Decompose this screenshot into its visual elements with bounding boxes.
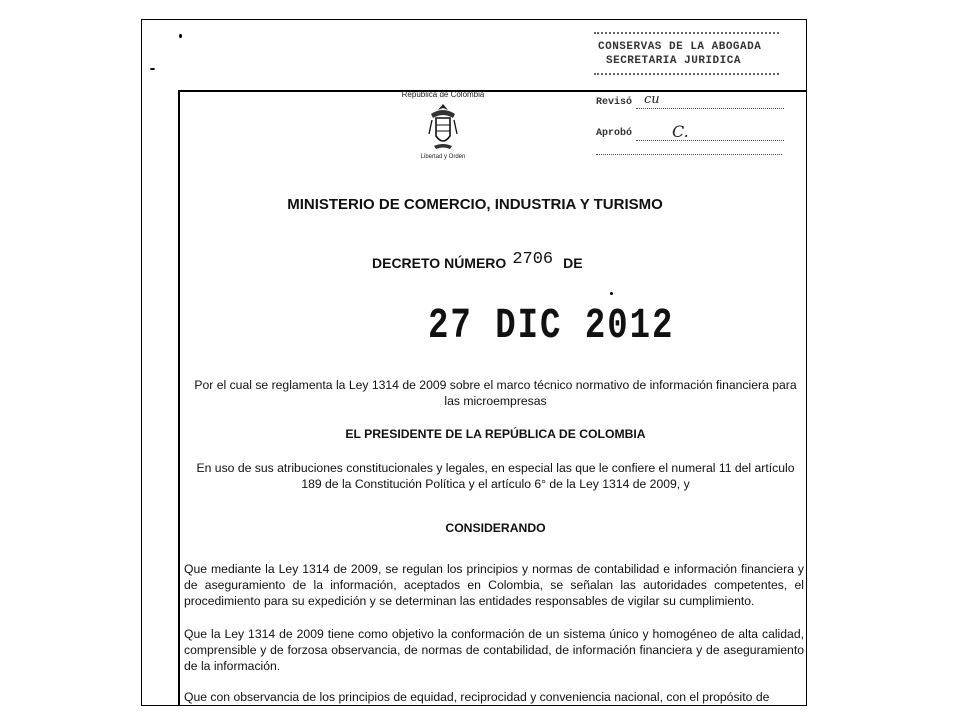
approval-line (636, 140, 784, 141)
coat-of-arms-icon (428, 102, 458, 162)
president-heading: EL PRESIDENTE DE LA REPÚBLICA DE COLOMBIA (345, 427, 646, 441)
decree-subject: Por el cual se reglamenta la Ley 1314 de 2009 sobre el marco técnico normativo de información financiera para las microempresas (194, 378, 797, 408)
approval-initials: C. (672, 122, 689, 141)
considering-paragraph: Que la Ley 1314 de 2009 tiene como objetivo la conformación de un sistema único y homogéneo de alta calidad, comprensible y de forzosa observancia, de normas de contabilidad, de información financiera y de aseguramiento de la información. (184, 627, 804, 673)
ministry-title: MINISTERIO DE COMERCIO, INDUSTRIA Y TURISMO (287, 196, 663, 213)
approval-label: Aprobó (596, 128, 633, 139)
ink-speck (150, 68, 155, 70)
left-margin-rule (178, 90, 180, 706)
motto-label: Libertad y Orden (420, 154, 466, 160)
considering-paragraph: Que mediante la Ley 1314 de 2009, se regulan los principios y normas de contabilidad e información financiera y de aseguramiento de la información, aceptados en Colombia, se señalan las autoridades competentes, el procedimiento para su expedición y se determinan las entidades responsables de vigilar su cumplimiento. (184, 562, 804, 608)
ink-speck (179, 34, 182, 38)
revision-initials: cu (644, 92, 660, 107)
decree-label: DECRETO NÚMERO (372, 255, 507, 271)
header-rule (178, 90, 807, 92)
considering-paragraph: Que con observancia de los principios de equidad, reciprocidad y conveniencia nacional, con el propósito de (184, 690, 770, 704)
revision-line (636, 108, 784, 109)
decree-number: 2706 (512, 250, 554, 269)
date-stamp: 27 DIC 2012 (428, 303, 675, 351)
powers-paragraph: En uso de sus atribuciones constitucionales y legales, en especial las que le confiere el numeral 11 del artículo 189 de la Constitución Política y el artículo 6° de la Ley 1314 de 2009, y (196, 461, 795, 491)
decree-heading (372, 250, 583, 274)
revision-label: Revisó (596, 97, 633, 108)
header-bottom-line (596, 154, 782, 155)
considering-heading: CONSIDERANDO (445, 521, 546, 535)
document-page (141, 19, 807, 706)
country-label: República de Colombia (401, 90, 485, 99)
ink-speck (610, 292, 613, 295)
office-stamp: CONSERVAS DE LA ABOGADA SECRETARIA JURIDICA (594, 24, 782, 78)
decree-de: DE (563, 255, 583, 271)
